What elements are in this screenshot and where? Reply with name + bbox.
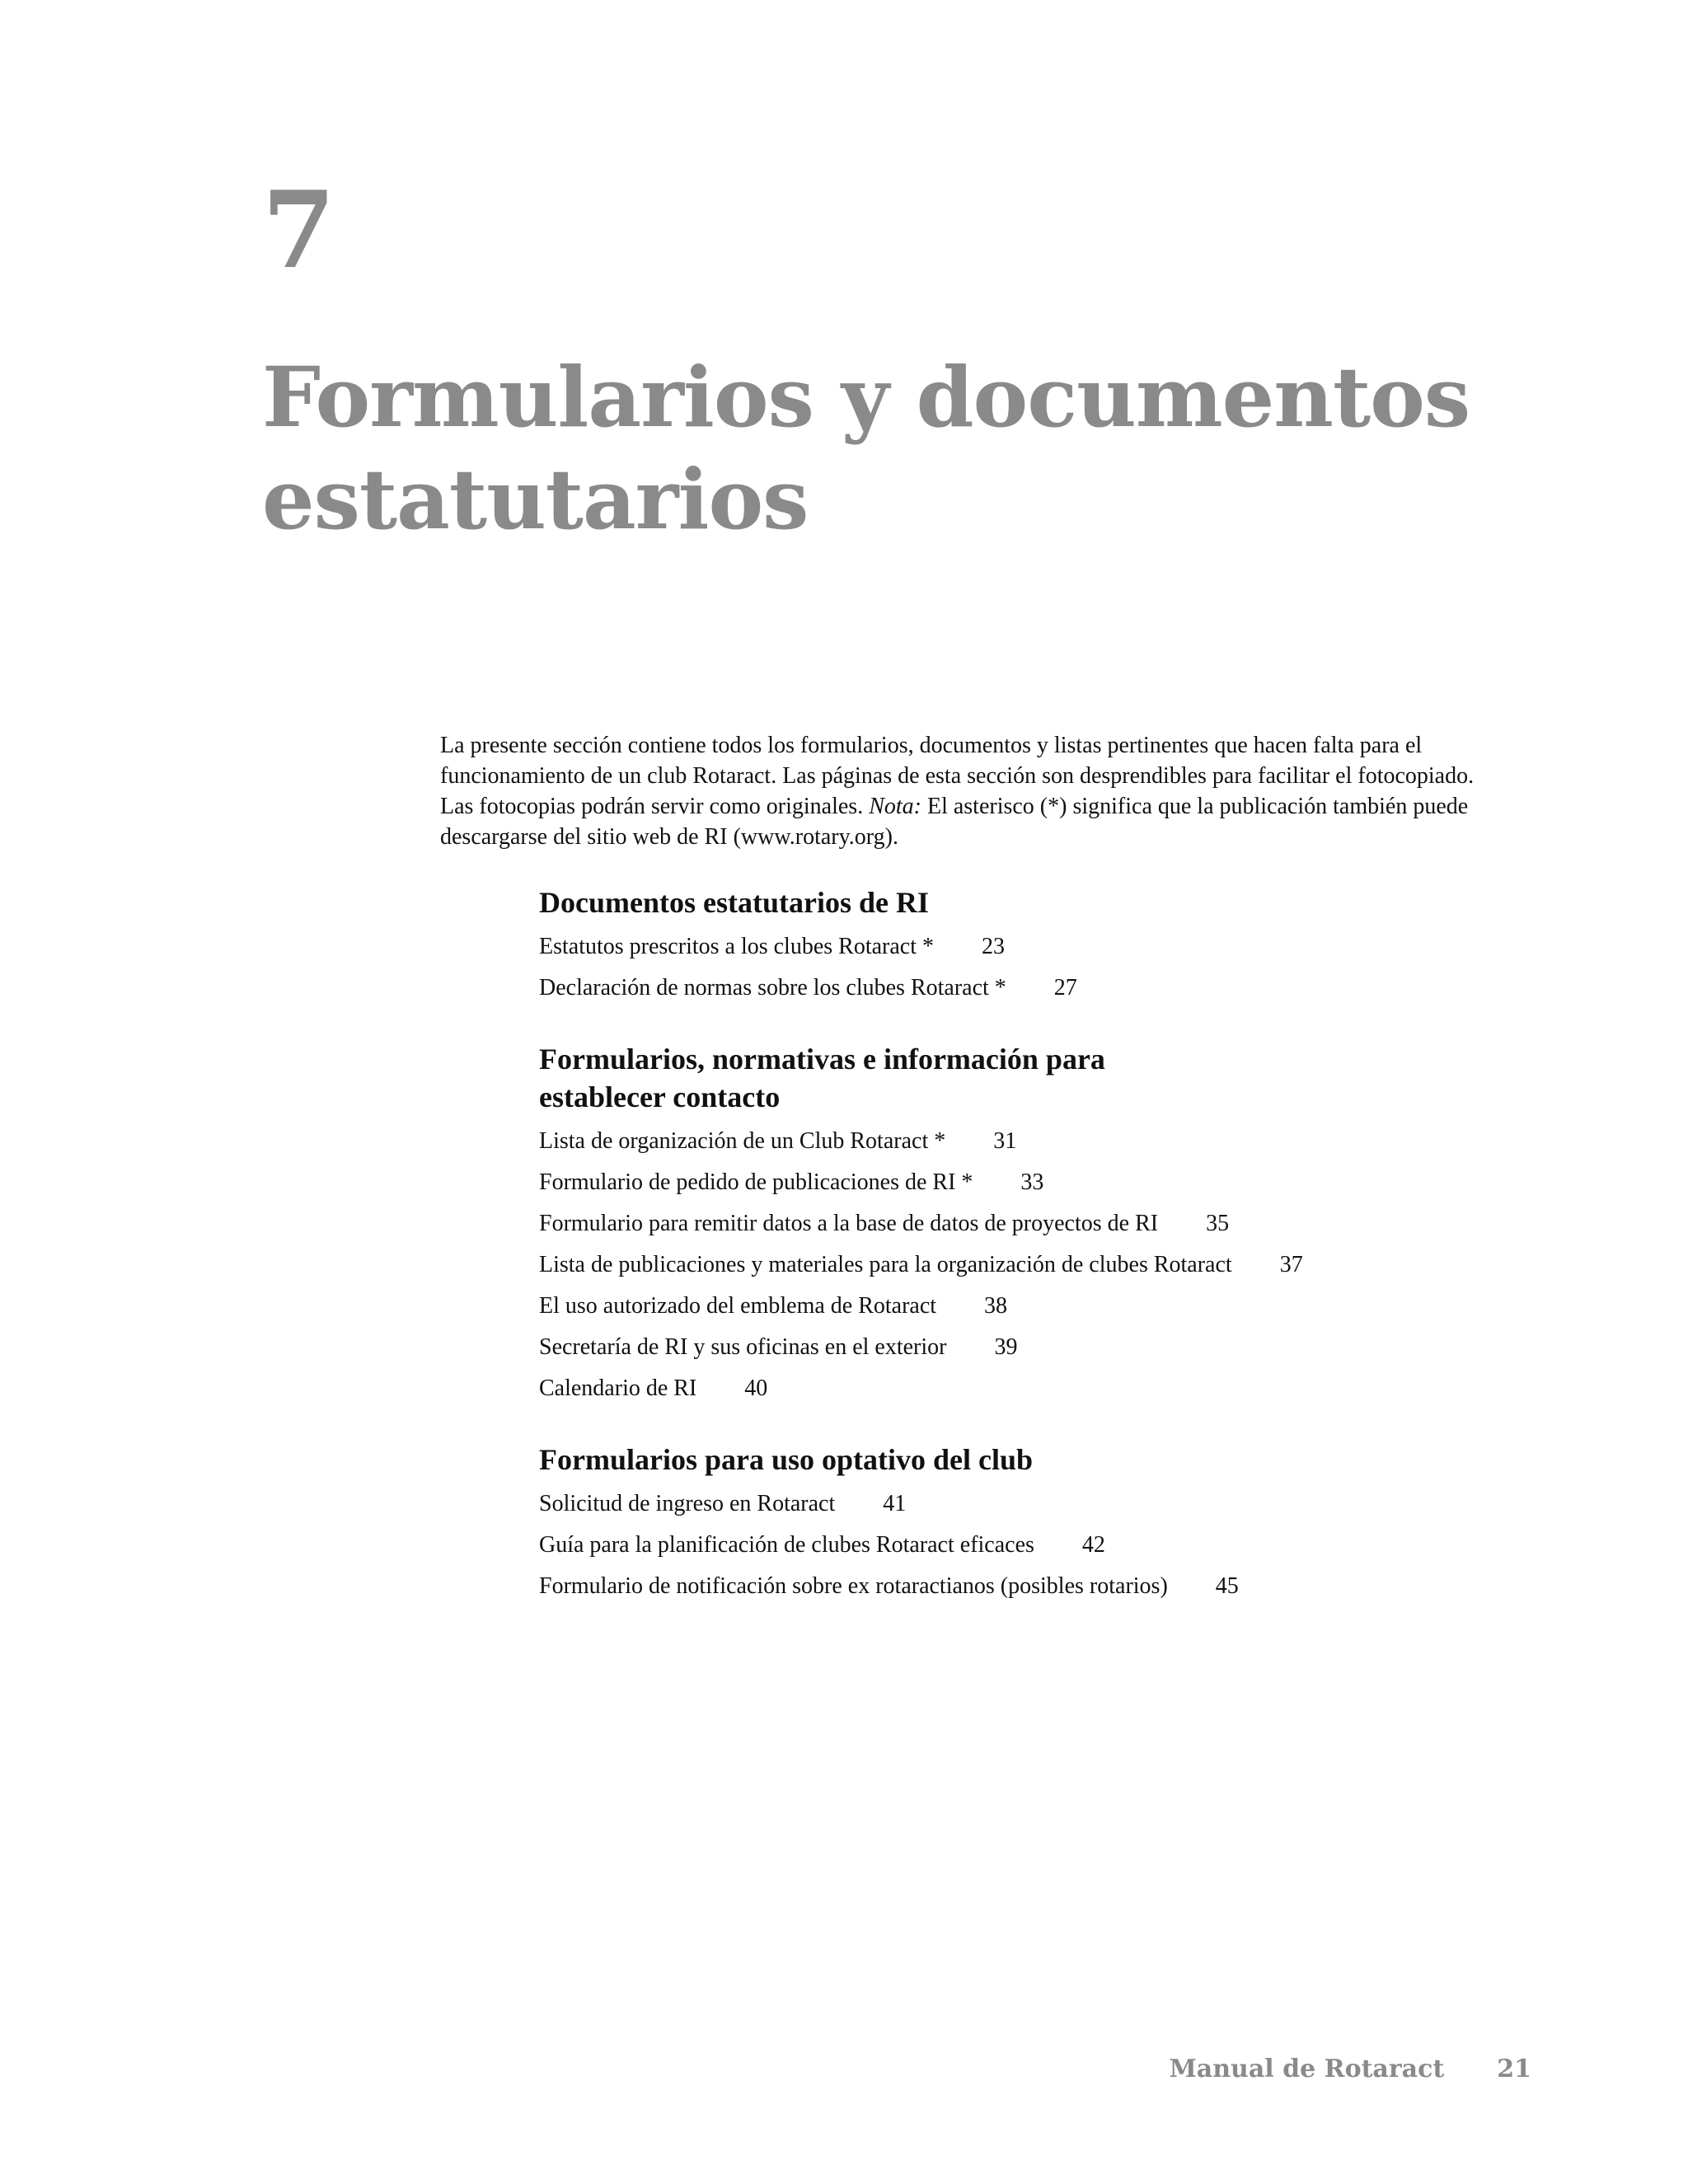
toc-entry[interactable] — [539, 1162, 1528, 1203]
toc-entry[interactable] — [539, 1244, 1528, 1286]
toc-entry[interactable] — [539, 1121, 1528, 1162]
section-heading — [539, 883, 1528, 921]
toc-entry-page: 38 — [984, 1293, 1008, 1319]
intro-text: El asterisco (*) significa que la publicación también puede — [921, 794, 1469, 819]
page-footer — [1170, 2053, 1531, 2086]
toc-entry-title: Formulario de notificación sobre ex rotaractianos (posibles rotarios) — [539, 1573, 1168, 1599]
toc-entry[interactable] — [539, 1566, 1528, 1607]
toc-entry-page: 31 — [993, 1128, 1017, 1154]
toc-section — [539, 1040, 1528, 1409]
table-of-contents — [539, 883, 1528, 1638]
section-heading-line: establecer contacto — [539, 1080, 781, 1113]
section-heading-line: Formularios, normativas e información para — [539, 1043, 1105, 1076]
intro-paragraph — [440, 730, 1512, 852]
toc-entry-title: Formulario para remitir datos a la base de datos de proyectos de RI — [539, 1211, 1159, 1236]
toc-entry-page: 37 — [1279, 1252, 1303, 1277]
toc-entry-title: Estatutos prescritos a los clubes Rotaract * — [539, 934, 934, 959]
toc-entry-page: 45 — [1215, 1573, 1239, 1599]
intro-note-label: Nota: — [869, 794, 921, 819]
chapter-title-line: Formularios y documentos — [262, 349, 1470, 446]
toc-entry-title: Secretaría de RI y sus oficinas en el exterior — [539, 1334, 947, 1360]
toc-entry-page: 39 — [994, 1334, 1018, 1360]
toc-entry-title: Guía para la planificación de clubes Rotaract eficaces — [539, 1532, 1034, 1558]
chapter-title — [262, 346, 1498, 551]
toc-entry-title: Lista de organización de un Club Rotaract * — [539, 1128, 946, 1154]
section-heading-line: Documentos estatutarios de RI — [539, 886, 929, 919]
toc-entry-title: Declaración de normas sobre los clubes Rotaract * — [539, 975, 1006, 1001]
toc-entry-page: 27 — [1053, 975, 1077, 1001]
toc-entry-page: 35 — [1206, 1211, 1230, 1236]
toc-entry-page: 42 — [1081, 1532, 1105, 1558]
toc-entry[interactable] — [539, 1203, 1528, 1244]
footer-page-number: 21 — [1497, 2055, 1531, 2083]
toc-entry[interactable] — [539, 1483, 1528, 1525]
toc-section — [539, 1441, 1528, 1607]
section-heading — [539, 1040, 1528, 1116]
toc-entry-title: Calendario de RI — [539, 1376, 697, 1401]
intro-line: La presente sección contiene todos los formularios, documentos y listas pertinentes que hacen falta para el — [440, 733, 1423, 758]
chapter-number: 7 — [262, 169, 336, 293]
toc-entry[interactable] — [539, 1525, 1528, 1566]
toc-entry-page: 23 — [982, 934, 1005, 959]
toc-entry[interactable] — [539, 1327, 1528, 1368]
footer-manual-title: Manual de Rotaract — [1169, 2055, 1445, 2083]
toc-entry[interactable] — [539, 1368, 1528, 1409]
toc-entry-page: 40 — [744, 1376, 768, 1401]
chapter-title-line: estatutarios — [262, 451, 809, 548]
toc-entry-title: Lista de publicaciones y materiales para la organización de clubes Rotaract — [539, 1252, 1232, 1277]
intro-text: Las fotocopias podrán servir como originales. — [440, 794, 870, 819]
section-heading-line: Formularios para uso optativo del club — [539, 1443, 1034, 1476]
toc-entry-page: 33 — [1020, 1169, 1044, 1195]
toc-entry-title: Formulario de pedido de publicaciones de RI * — [539, 1169, 973, 1195]
toc-section — [539, 883, 1528, 1009]
toc-entry-page: 41 — [883, 1491, 907, 1516]
toc-entry-title: Solicitud de ingreso en Rotaract — [539, 1491, 836, 1516]
toc-entry[interactable] — [539, 926, 1528, 968]
section-heading — [539, 1441, 1528, 1479]
toc-entry[interactable] — [539, 1286, 1528, 1327]
intro-line: descargarse del sitio web de RI (www.rotary.org). — [440, 824, 898, 850]
toc-entry[interactable] — [539, 968, 1528, 1009]
toc-entry-title: El uso autorizado del emblema de Rotaract — [539, 1293, 937, 1319]
intro-line — [440, 791, 1512, 822]
intro-line: funcionamiento de un club Rotaract. Las páginas de esta sección son desprendibles para facilitar el fotocopiado. — [440, 763, 1475, 789]
